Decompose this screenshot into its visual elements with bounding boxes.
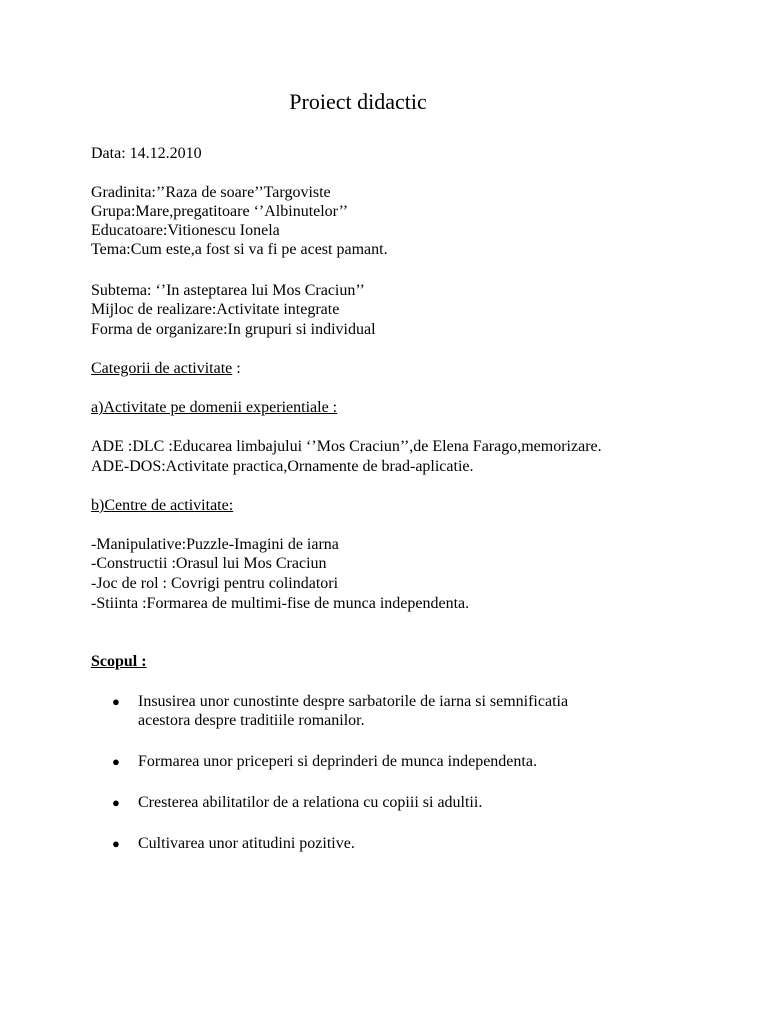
bullet-icon: ● bbox=[112, 836, 120, 851]
scopul-item-2: Formarea unor priceperi si deprinderi de munca independenta. bbox=[138, 753, 537, 770]
info-theme: Tema:Cum este,a fost si va fi pe acest pamant. bbox=[91, 241, 388, 258]
date-line: Data: 14.12.2010 bbox=[91, 145, 202, 162]
scopul-heading: Scopul : bbox=[91, 653, 147, 670]
center-stiinta: -Stiinta :Formarea de multimi-fise de munca independenta. bbox=[91, 595, 470, 612]
bullet-icon: ● bbox=[112, 694, 120, 709]
categories-heading bbox=[91, 359, 241, 378]
scopul-item-3: Cresterea abilitatilor de a relationa cu copiii si adultii. bbox=[138, 794, 483, 811]
categories-heading-text: Categorii de activitate bbox=[91, 360, 233, 377]
info-kindergarten: Gradinita:’’Raza de soare’’Targoviste bbox=[91, 184, 331, 201]
section-a-item-ade-dos: ADE-DOS:Activitate practica,Ornamente de brad-aplicatie. bbox=[91, 458, 474, 475]
bullet-icon: ● bbox=[112, 754, 120, 769]
scopul-item-4: Cultivarea unor atitudini pozitive. bbox=[138, 835, 355, 852]
info-teacher: Educatoare:Vitionescu Ionela bbox=[91, 222, 280, 239]
categories-heading-colon: : bbox=[232, 360, 241, 377]
center-manipulative: -Manipulative:Puzzle-Imagini de iarna bbox=[91, 536, 339, 553]
detail-subtheme: Subtema: ‘’In asteptarea lui Mos Craciun’’ bbox=[91, 282, 365, 299]
section-b-heading: b)Centre de activitate: bbox=[91, 497, 234, 514]
section-a-item-ade-dlc: ADE :DLC :Educarea limbajului ‘’Mos Craciun’’,de Elena Farago,memorizare. bbox=[91, 438, 602, 455]
section-a-heading: a)Activitate pe domenii experientiale : bbox=[91, 399, 338, 416]
scopul-item-1-line-2: acestora despre traditiile romanilor. bbox=[138, 712, 365, 729]
scopul-item-1-line-1: Insusirea unor cunostinte despre sarbatorile de iarna si semnificatia bbox=[138, 693, 569, 710]
detail-means: Mijloc de realizare:Activitate integrate bbox=[91, 301, 340, 318]
bullet-icon: ● bbox=[112, 795, 120, 810]
detail-organization: Forma de organizare:In grupuri si individual bbox=[91, 321, 376, 338]
center-joc-de-rol: -Joc de rol : Covrigi pentru colindatori bbox=[91, 575, 339, 592]
center-constructii: -Constructii :Orasul lui Mos Craciun bbox=[91, 555, 327, 572]
document-title: Proiect didactic bbox=[289, 89, 427, 114]
info-group: Grupa:Mare,pregatitoare ‘’Albinutelor’’ bbox=[91, 203, 349, 220]
